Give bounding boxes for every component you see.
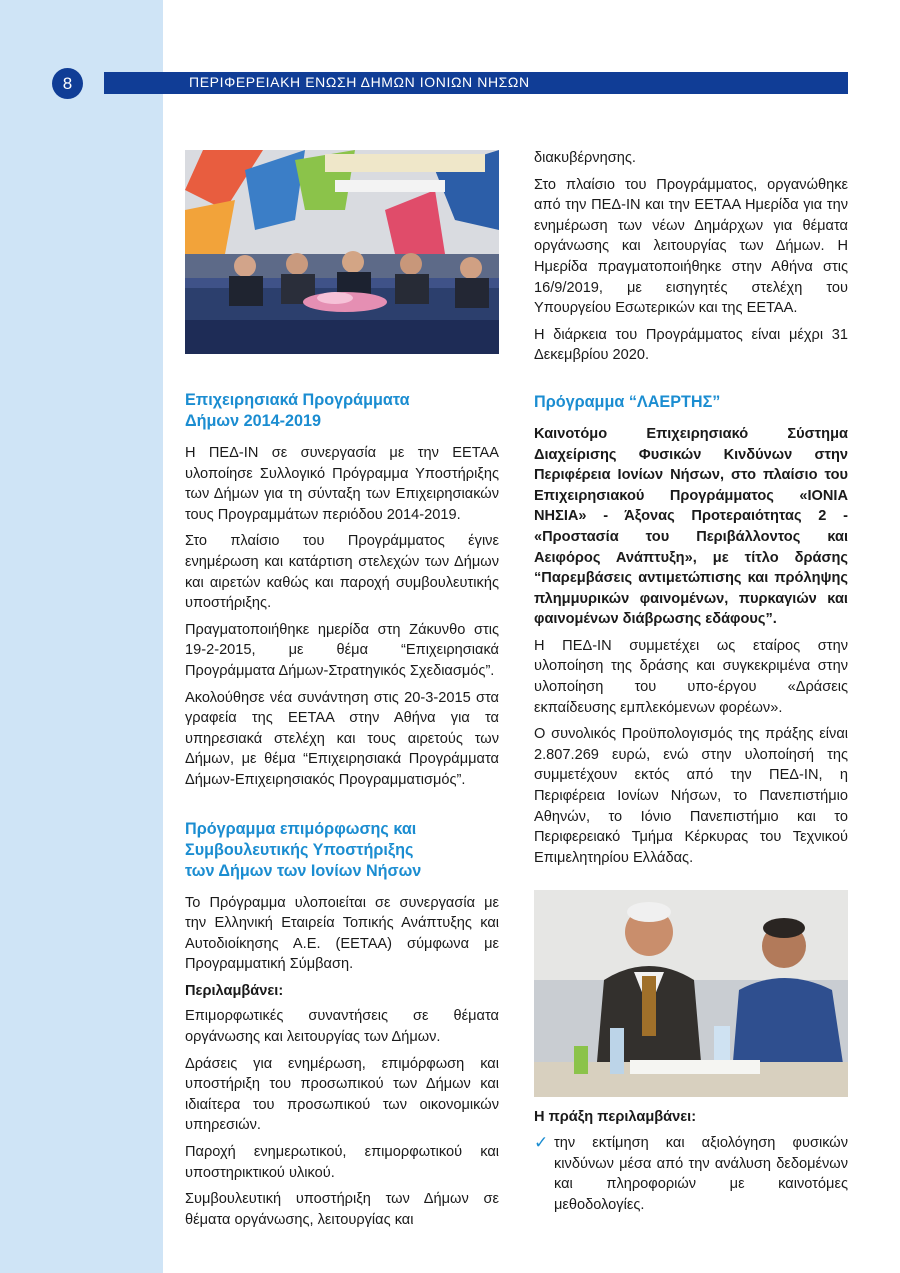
paragraph: Η ΠΕΔ-ΙΝ συμμετέχει ως εταίρος στην υλοποίηση της δράσης και συγκεκριμένα στην υλοποίηση του υπο-έργου «Δράσεις εκπαίδευσης εμπλεκόμενων φορέων». <box>534 637 848 716</box>
paragraph: Δράσεις για ενημέρωση, επιμόρφωση και υποστήριξη του προσωπικού των Δήμων και ιδιαίτερα του προσωπικού των οικονομικών υπηρεσιών. <box>185 1055 499 1134</box>
includes-label: Περιλαμβάνει: <box>185 982 284 999</box>
section-title-line: των Δήμων των Ιονίων Νήσων <box>185 861 422 880</box>
section-title-line: Συμβουλευτικής Υποστήριξης <box>185 840 414 859</box>
bullet-text: την εκτίμηση και αξιολόγηση φυσικών κινδύνων μέσα από την ανάλυση δεδομένων και πληροφοριών με καινοτόμες μεθοδολογίες. <box>554 1135 848 1213</box>
meeting-photo <box>534 890 848 1097</box>
conference-photo <box>185 150 499 354</box>
header-title: ΠΕΡΙΦΕΡΕΙΑΚΗ ΕΝΩΣΗ ΔΗΜΩΝ ΙΟΝΙΩΝ ΝΗΣΩΝ <box>189 74 530 90</box>
section-title-line: Πρόγραμμα επιμόρφωσης και <box>185 819 417 838</box>
paragraph: Παροχή ενημερωτικού, επιμορφωτικού και υποστηρικτικού υλικού. <box>185 1144 499 1181</box>
laertis-intro: Καινοτόμο Επιχειρησιακό Σύστημα Διαχείρισης Φυσικών Κινδύνων στην Περιφέρεια Ιονίων Νήσων, στο πλαίσιο του Επιχειρησιακού Προγράμματος «ΙΟΝΙΑ ΝΗΣΙΑ» - Άξονας Προτεραιότητας 2 - «Προστασία του Περιβάλλοντος και Αειφόρος Ανάπτυξη», με τίτλο δράσης “Παρεμβάσεις αντιμετώπισης και πρόληψης πλημμυρικών φαινομένων, πυρκαγιών και φαινομένων διάβρωσης εδάφους”. <box>534 425 848 628</box>
paragraph: Ο συνολικός Προϋπολογισμός της πράξης είναι 2.807.269 ευρώ, ενώ στην υλοποίησή της συμμετέχουν εκτός από την ΠΕΔ-ΙΝ, η Περιφέρεια Ιονίων Νήσων, το Πανεπιστήμιο Αθηνών, το Ιόνιο Πανεπιστήμιο και το Περιφερειακό Τμήμα Κέρκυρας του Τεχνικού Επιμελητηρίου Ελλάδας. <box>534 726 848 866</box>
paragraph: Ακολούθησε νέα συνάντηση στις 20-3-2015 στα γραφεία της ΕΕΤΑΑ στην Αθήνα για τα υπηρεσιακά στελέχη και τους αιρετούς των Δήμων, με θέμα “Επιχειρησιακά Προγράμματα Δήμων-Επιχειρησιακός Προγραμματισμός”. <box>185 689 499 788</box>
paragraph: Το Πρόγραμμα υλοποιείται σε συνεργασία με την Ελληνική Εταιρεία Τοπικής Ανάπτυξης και Αυτοδιοίκησης Α.Ε. (ΕΕΤΑΑ) σύμφωνα με Προγραμματική Σύμβαση. <box>185 894 499 973</box>
header-bar <box>104 72 848 94</box>
section-title-laertis: Πρόγραμμα “ΛΑΕΡΤΗΣ” <box>534 392 721 411</box>
paragraph: Η ΠΕΔ-ΙΝ σε συνεργασία με την ΕΕΤΑΑ υλοποίησε Συλλογικό Πρόγραμμα Υποστήριξης των Δήμων για τη σύνταξη των Επιχειρησιακών τους Προγραμμάτων περιόδου 2014-2019. <box>185 445 499 523</box>
section-title-line: Δήμων 2014-2019 <box>185 412 322 430</box>
paragraph: Πραγματοποιήθηκε ημερίδα στη Ζάκυνθο στις 19-2-2015, με θέμα “Επιχειρησιακά Προγράμματα Δήμων-Στρατηγικός Σχεδιασμός”. <box>185 621 499 679</box>
left-column <box>185 150 499 1236</box>
section-title-training-program <box>185 819 499 882</box>
paragraph: Στο πλαίσιο του Προγράμματος, οργανώθηκε από την ΠΕΔ-ΙΝ και την ΕΕΤΑΑ Ημερίδα για την ενημέρωση των νέων Δημάρχων για θέματα οργάνωσης και λειτουργίας των Δήμων. Η Ημερίδα πραγματοποιήθηκε στην Αθήνα στις 16/9/2019, με εισηγητές στελέχη του Υπουργείου Εσωτερικών και της ΕΕΤΑΑ. <box>534 176 848 317</box>
section-title-line: Επιχειρησιακά Προγράμματα <box>185 391 410 409</box>
bullet-item <box>534 1133 848 1215</box>
page-number: 8 <box>52 68 83 99</box>
paragraph: Επιμορφωτικές συναντήσεις σε θέματα οργάνωσης και λειτουργίας των Δήμων. <box>185 1008 499 1046</box>
section-title-operational-programs <box>185 390 499 432</box>
paragraph: Η διάρκεια του Προγράμματος είναι μέχρι 31 Δεκεμβρίου 2020. <box>534 326 848 364</box>
paragraph: διακυβέρνησης. <box>534 150 636 166</box>
paragraph: Συμβουλευτική υποστήριξη των Δήμων σε θέματα οργάνωσης, λειτουργίας και <box>185 1191 499 1228</box>
left-sidebar-band <box>0 0 163 1273</box>
checkmark-icon: ✓ <box>534 1133 549 1152</box>
right-column <box>534 148 848 1215</box>
paragraph: Στο πλαίσιο του Προγράμματος έγινε ενημέρωση και κατάρτιση στελεχών των Δήμων και αιρετών καθώς και παροχή συμβουλευτικής υποστήριξης. <box>185 533 499 612</box>
action-includes-label: Η πράξη περιλαμβάνει: <box>534 1109 697 1126</box>
